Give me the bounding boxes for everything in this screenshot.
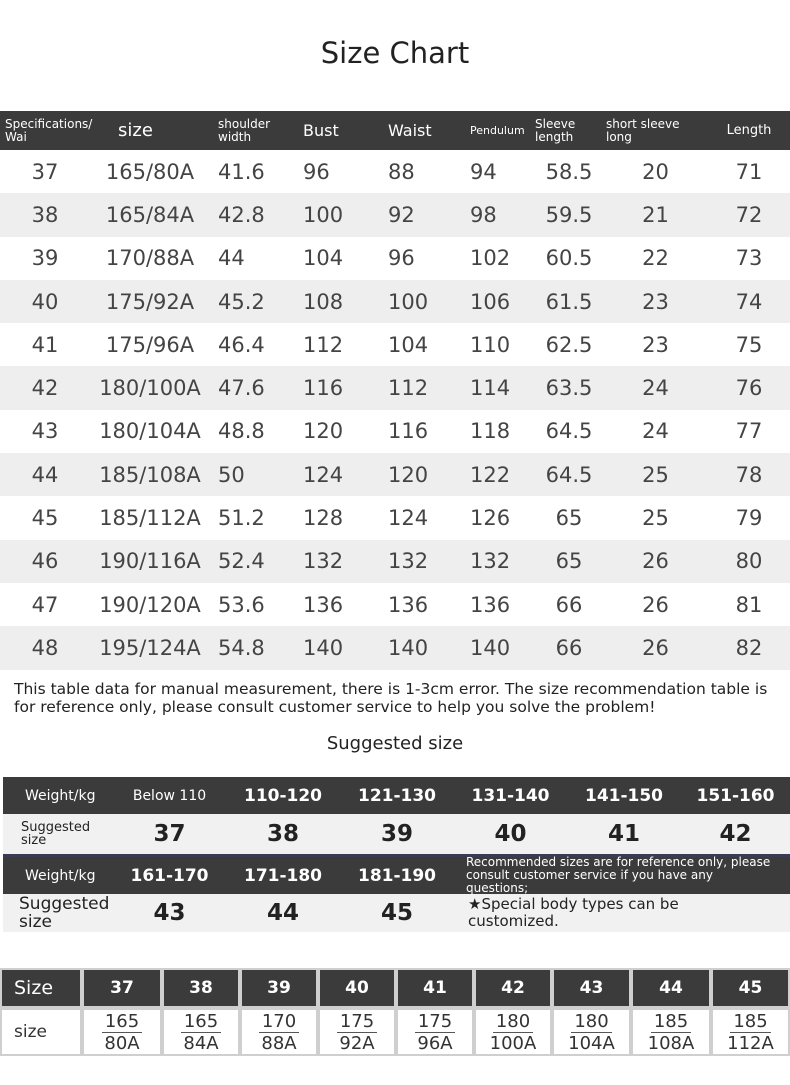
- table-cell: 114: [470, 376, 511, 401]
- size-grid: [0, 968, 790, 1056]
- size-grid-fraction: [82, 1008, 162, 1056]
- size-grid-size: 41: [396, 968, 474, 1008]
- table-cell: 96: [388, 246, 415, 271]
- table-cell: 37: [31, 159, 59, 184]
- height-value: 185: [651, 1011, 691, 1033]
- table-cell: 106: [470, 289, 511, 314]
- table-cell: 64.5: [545, 462, 593, 487]
- table-row: [0, 496, 790, 539]
- table-cell: 44: [218, 246, 245, 271]
- weight-cell: 181-190: [357, 865, 437, 886]
- table-cell: 39: [31, 246, 59, 271]
- weight-cell: 141-150: [584, 785, 664, 806]
- table-cell: 48.8: [218, 419, 265, 444]
- weight-cell: 171-180: [243, 865, 323, 886]
- height-value: 170: [259, 1011, 299, 1033]
- chest-value: 104A: [568, 1032, 615, 1054]
- weight-row-2: [3, 857, 790, 894]
- table-cell: 65: [555, 506, 583, 531]
- size-chart-table: [0, 111, 790, 670]
- table-cell: 124: [388, 506, 429, 531]
- table-cell: 71: [735, 159, 763, 184]
- table-row: [0, 410, 790, 453]
- table-cell: 22: [642, 246, 669, 271]
- weight-cell: 110-120: [243, 785, 323, 806]
- table-cell: 60.5: [545, 246, 593, 271]
- table-cell: 132: [303, 549, 344, 574]
- size-grid-fraction: [162, 1008, 240, 1056]
- table-cell: 140: [388, 635, 429, 660]
- table-cell: 175/92A: [105, 289, 195, 314]
- table-cell: 79: [735, 506, 763, 531]
- table-row: [0, 626, 790, 669]
- table-cell: 40: [31, 289, 59, 314]
- table-cell: 25: [642, 506, 669, 531]
- table-cell: 80: [735, 549, 763, 574]
- height-value: 185: [730, 1011, 770, 1033]
- table-cell: 74: [735, 289, 763, 314]
- table-cell: 41: [31, 332, 59, 357]
- table-cell: 26: [642, 592, 669, 617]
- header-size: size: [118, 120, 153, 141]
- height-value: 165: [102, 1011, 142, 1033]
- table-cell: 122: [470, 462, 511, 487]
- table-cell: 126: [470, 506, 511, 531]
- suggested-size-cell: 41: [607, 821, 640, 847]
- table-cell: 46: [31, 549, 59, 574]
- table-cell: 24: [642, 376, 669, 401]
- table-cell: 116: [303, 376, 344, 401]
- table-cell: 25: [642, 462, 669, 487]
- weight-cell: 131-140: [471, 785, 550, 806]
- table-cell: 136: [470, 592, 511, 617]
- table-cell: 175/96A: [105, 332, 195, 357]
- size-grid-size: 40: [318, 968, 396, 1008]
- suggested-size-cell: 45: [380, 900, 413, 926]
- size-grid-fraction: [396, 1008, 474, 1056]
- suggested-size-table: [3, 777, 790, 932]
- chest-value: 88A: [261, 1032, 297, 1054]
- table-cell: 23: [642, 332, 669, 357]
- header-specifications: Specifications/ Wai: [5, 116, 93, 144]
- size-grid-size: 42: [474, 968, 552, 1008]
- table-cell: 26: [642, 549, 669, 574]
- table-cell: 72: [735, 202, 763, 227]
- size-grid-body: [0, 1008, 790, 1056]
- table-cell: 78: [735, 462, 763, 487]
- table-cell: 23: [642, 289, 669, 314]
- table-cell: 104: [303, 246, 344, 271]
- size-grid-body-label: size: [0, 1008, 82, 1056]
- table-cell: 112: [303, 332, 344, 357]
- table-row: [0, 150, 790, 193]
- chest-value: 84A: [183, 1032, 219, 1054]
- height-value: 165: [181, 1011, 221, 1033]
- page-title: Size Chart: [320, 36, 470, 70]
- table-cell: 50: [218, 462, 245, 487]
- table-cell: 118: [470, 419, 511, 444]
- table-cell: 102: [470, 246, 511, 271]
- table-cell: 124: [303, 462, 344, 487]
- table-cell: 73: [735, 246, 763, 271]
- header-short-sleeve: short sleeve long: [606, 116, 680, 144]
- height-value: 175: [415, 1011, 455, 1033]
- table-cell: 92: [388, 202, 415, 227]
- table-cell: 88: [388, 159, 415, 184]
- table-row: [0, 366, 790, 409]
- table-cell: 58.5: [545, 159, 593, 184]
- suggested-size-title: Suggested size: [326, 733, 464, 754]
- size-grid-fraction: [552, 1008, 631, 1056]
- table-cell: 185/112A: [99, 506, 201, 531]
- size-grid-size: 37: [82, 968, 162, 1008]
- weight-label: Weight/kg: [25, 867, 96, 884]
- table-cell: 77: [735, 419, 763, 444]
- table-cell: 41.6: [218, 159, 265, 184]
- table-cell: 65: [555, 549, 583, 574]
- table-header: [0, 111, 790, 150]
- size-grid-fraction: [631, 1008, 711, 1056]
- table-cell: 24: [642, 419, 669, 444]
- table-cell: 42: [31, 376, 59, 401]
- chest-value: 100A: [489, 1032, 537, 1054]
- table-row: [0, 323, 790, 366]
- suggested-row-1: [3, 814, 790, 854]
- table-cell: 51.2: [218, 506, 265, 531]
- header-pendulum: Pendulum: [470, 124, 525, 137]
- table-cell: 110: [470, 332, 511, 357]
- header-shoulder-width: shoulder width: [218, 116, 271, 144]
- table-cell: 44: [31, 462, 59, 487]
- size-grid-head-label: Size: [0, 968, 82, 1008]
- table-cell: 48: [31, 635, 59, 660]
- table-cell: 45: [31, 506, 59, 531]
- table-cell: 66: [555, 635, 583, 660]
- table-row: [0, 583, 790, 626]
- table-cell: 120: [388, 462, 429, 487]
- table-cell: 96: [303, 159, 330, 184]
- size-grid-fraction: [474, 1008, 552, 1056]
- weight-label: Weight/kg: [25, 787, 96, 804]
- table-cell: 43: [31, 419, 59, 444]
- size-grid-size: 39: [240, 968, 318, 1008]
- table-cell: 195/124A: [99, 635, 201, 660]
- table-row: [0, 540, 790, 583]
- table-cell: 132: [470, 549, 511, 574]
- suggested-size-cell: 38: [266, 821, 299, 847]
- weight-row-1: [3, 777, 790, 814]
- table-cell: 63.5: [545, 376, 593, 401]
- table-cell: 104: [388, 332, 429, 357]
- table-cell: 190/120A: [99, 592, 201, 617]
- table-cell: 61.5: [545, 289, 593, 314]
- table-cell: 140: [470, 635, 511, 660]
- weight-cell: Below 110: [132, 787, 207, 804]
- table-cell: 180/104A: [99, 419, 201, 444]
- height-value: 180: [571, 1011, 611, 1033]
- table-cell: 21: [642, 202, 669, 227]
- weight-cell: 161-170: [130, 865, 209, 886]
- chest-value: 80A: [104, 1032, 140, 1054]
- suggested-size-cell: 37: [153, 821, 186, 847]
- table-cell: 120: [303, 419, 344, 444]
- table-cell: 108: [303, 289, 344, 314]
- table-cell: 116: [388, 419, 429, 444]
- chest-value: 96A: [417, 1032, 453, 1054]
- table-cell: 165/80A: [105, 159, 195, 184]
- table-cell: 54.8: [218, 635, 265, 660]
- suggested-size-cell: 44: [266, 900, 299, 926]
- header-bust: Bust: [303, 121, 339, 140]
- table-cell: 136: [388, 592, 429, 617]
- height-value: 175: [337, 1011, 377, 1033]
- table-cell: 170/88A: [105, 246, 195, 271]
- table-cell: 64.5: [545, 419, 593, 444]
- table-cell: 75: [735, 332, 763, 357]
- weight-cell: 121-130: [357, 785, 437, 806]
- table-cell: 180/100A: [99, 376, 201, 401]
- table-cell: 100: [303, 202, 344, 227]
- table-cell: 59.5: [545, 202, 593, 227]
- table-cell: 42.8: [218, 202, 265, 227]
- table-cell: 66: [555, 592, 583, 617]
- table-cell: 47.6: [218, 376, 265, 401]
- table-cell: 94: [470, 159, 497, 184]
- table-cell: 98: [470, 202, 497, 227]
- suggested-row-2: [3, 894, 790, 932]
- chest-value: 92A: [339, 1032, 375, 1054]
- header-waist: Waist: [388, 121, 432, 140]
- table-cell: 165/84A: [105, 202, 195, 227]
- table-cell: 128: [303, 506, 344, 531]
- table-cell: 46.4: [218, 332, 265, 357]
- header-sleeve-length: Sleeve length: [535, 116, 576, 144]
- size-grid-fraction: [711, 1008, 790, 1056]
- size-grid-size: 44: [631, 968, 711, 1008]
- table-cell: 100: [388, 289, 429, 314]
- size-grid-fraction: [240, 1008, 318, 1056]
- table-cell: 140: [303, 635, 344, 660]
- table-cell: 185/108A: [99, 462, 201, 487]
- table-row: [0, 237, 790, 280]
- table-cell: 20: [642, 159, 669, 184]
- table-cell: 52.4: [218, 549, 265, 574]
- suggested-size-cell: 39: [380, 821, 413, 847]
- table-cell: 62.5: [545, 332, 593, 357]
- table-cell: 82: [735, 635, 763, 660]
- size-grid-size: 38: [162, 968, 240, 1008]
- weight-cell: 151-160: [696, 785, 775, 806]
- table-cell: 26: [642, 635, 669, 660]
- table-cell: 76: [735, 376, 763, 401]
- table-cell: 132: [388, 549, 429, 574]
- measurement-note: This table data for manual measurement, there is 1-3cm error. The size recommendation table is for reference only, please consult customer service to help you solve the problem!: [14, 680, 768, 716]
- suggested-size-label: Suggested size: [19, 894, 110, 932]
- special-body-note: ★Special body types can be customized.: [468, 895, 679, 930]
- height-value: 180: [493, 1011, 533, 1033]
- table-cell: 53.6: [218, 592, 265, 617]
- chest-value: 112A: [727, 1032, 774, 1054]
- size-grid-header: [0, 968, 790, 1008]
- table-cell: 38: [31, 202, 59, 227]
- suggested-size-cell: 40: [494, 821, 527, 847]
- suggested-size-label: Suggested size: [21, 820, 91, 848]
- table-cell: 136: [303, 592, 344, 617]
- table-row: [0, 193, 790, 236]
- table-row: [0, 453, 790, 496]
- table-cell: 47: [31, 592, 59, 617]
- size-grid-fraction: [318, 1008, 396, 1056]
- reference-note: Recommended sizes are for reference only, please consult customer service if you have any questions;: [466, 855, 771, 895]
- table-cell: 112: [388, 376, 429, 401]
- table-cell: 45.2: [218, 289, 265, 314]
- suggested-size-cell: 43: [153, 900, 186, 926]
- header-length: Length: [726, 123, 772, 138]
- table-cell: 81: [735, 592, 763, 617]
- table-row: [0, 280, 790, 323]
- chest-value: 108A: [647, 1032, 695, 1054]
- size-grid-size: 43: [552, 968, 631, 1008]
- suggested-size-cell: 42: [719, 821, 752, 847]
- table-cell: 190/116A: [99, 549, 201, 574]
- size-grid-size: 45: [711, 968, 790, 1008]
